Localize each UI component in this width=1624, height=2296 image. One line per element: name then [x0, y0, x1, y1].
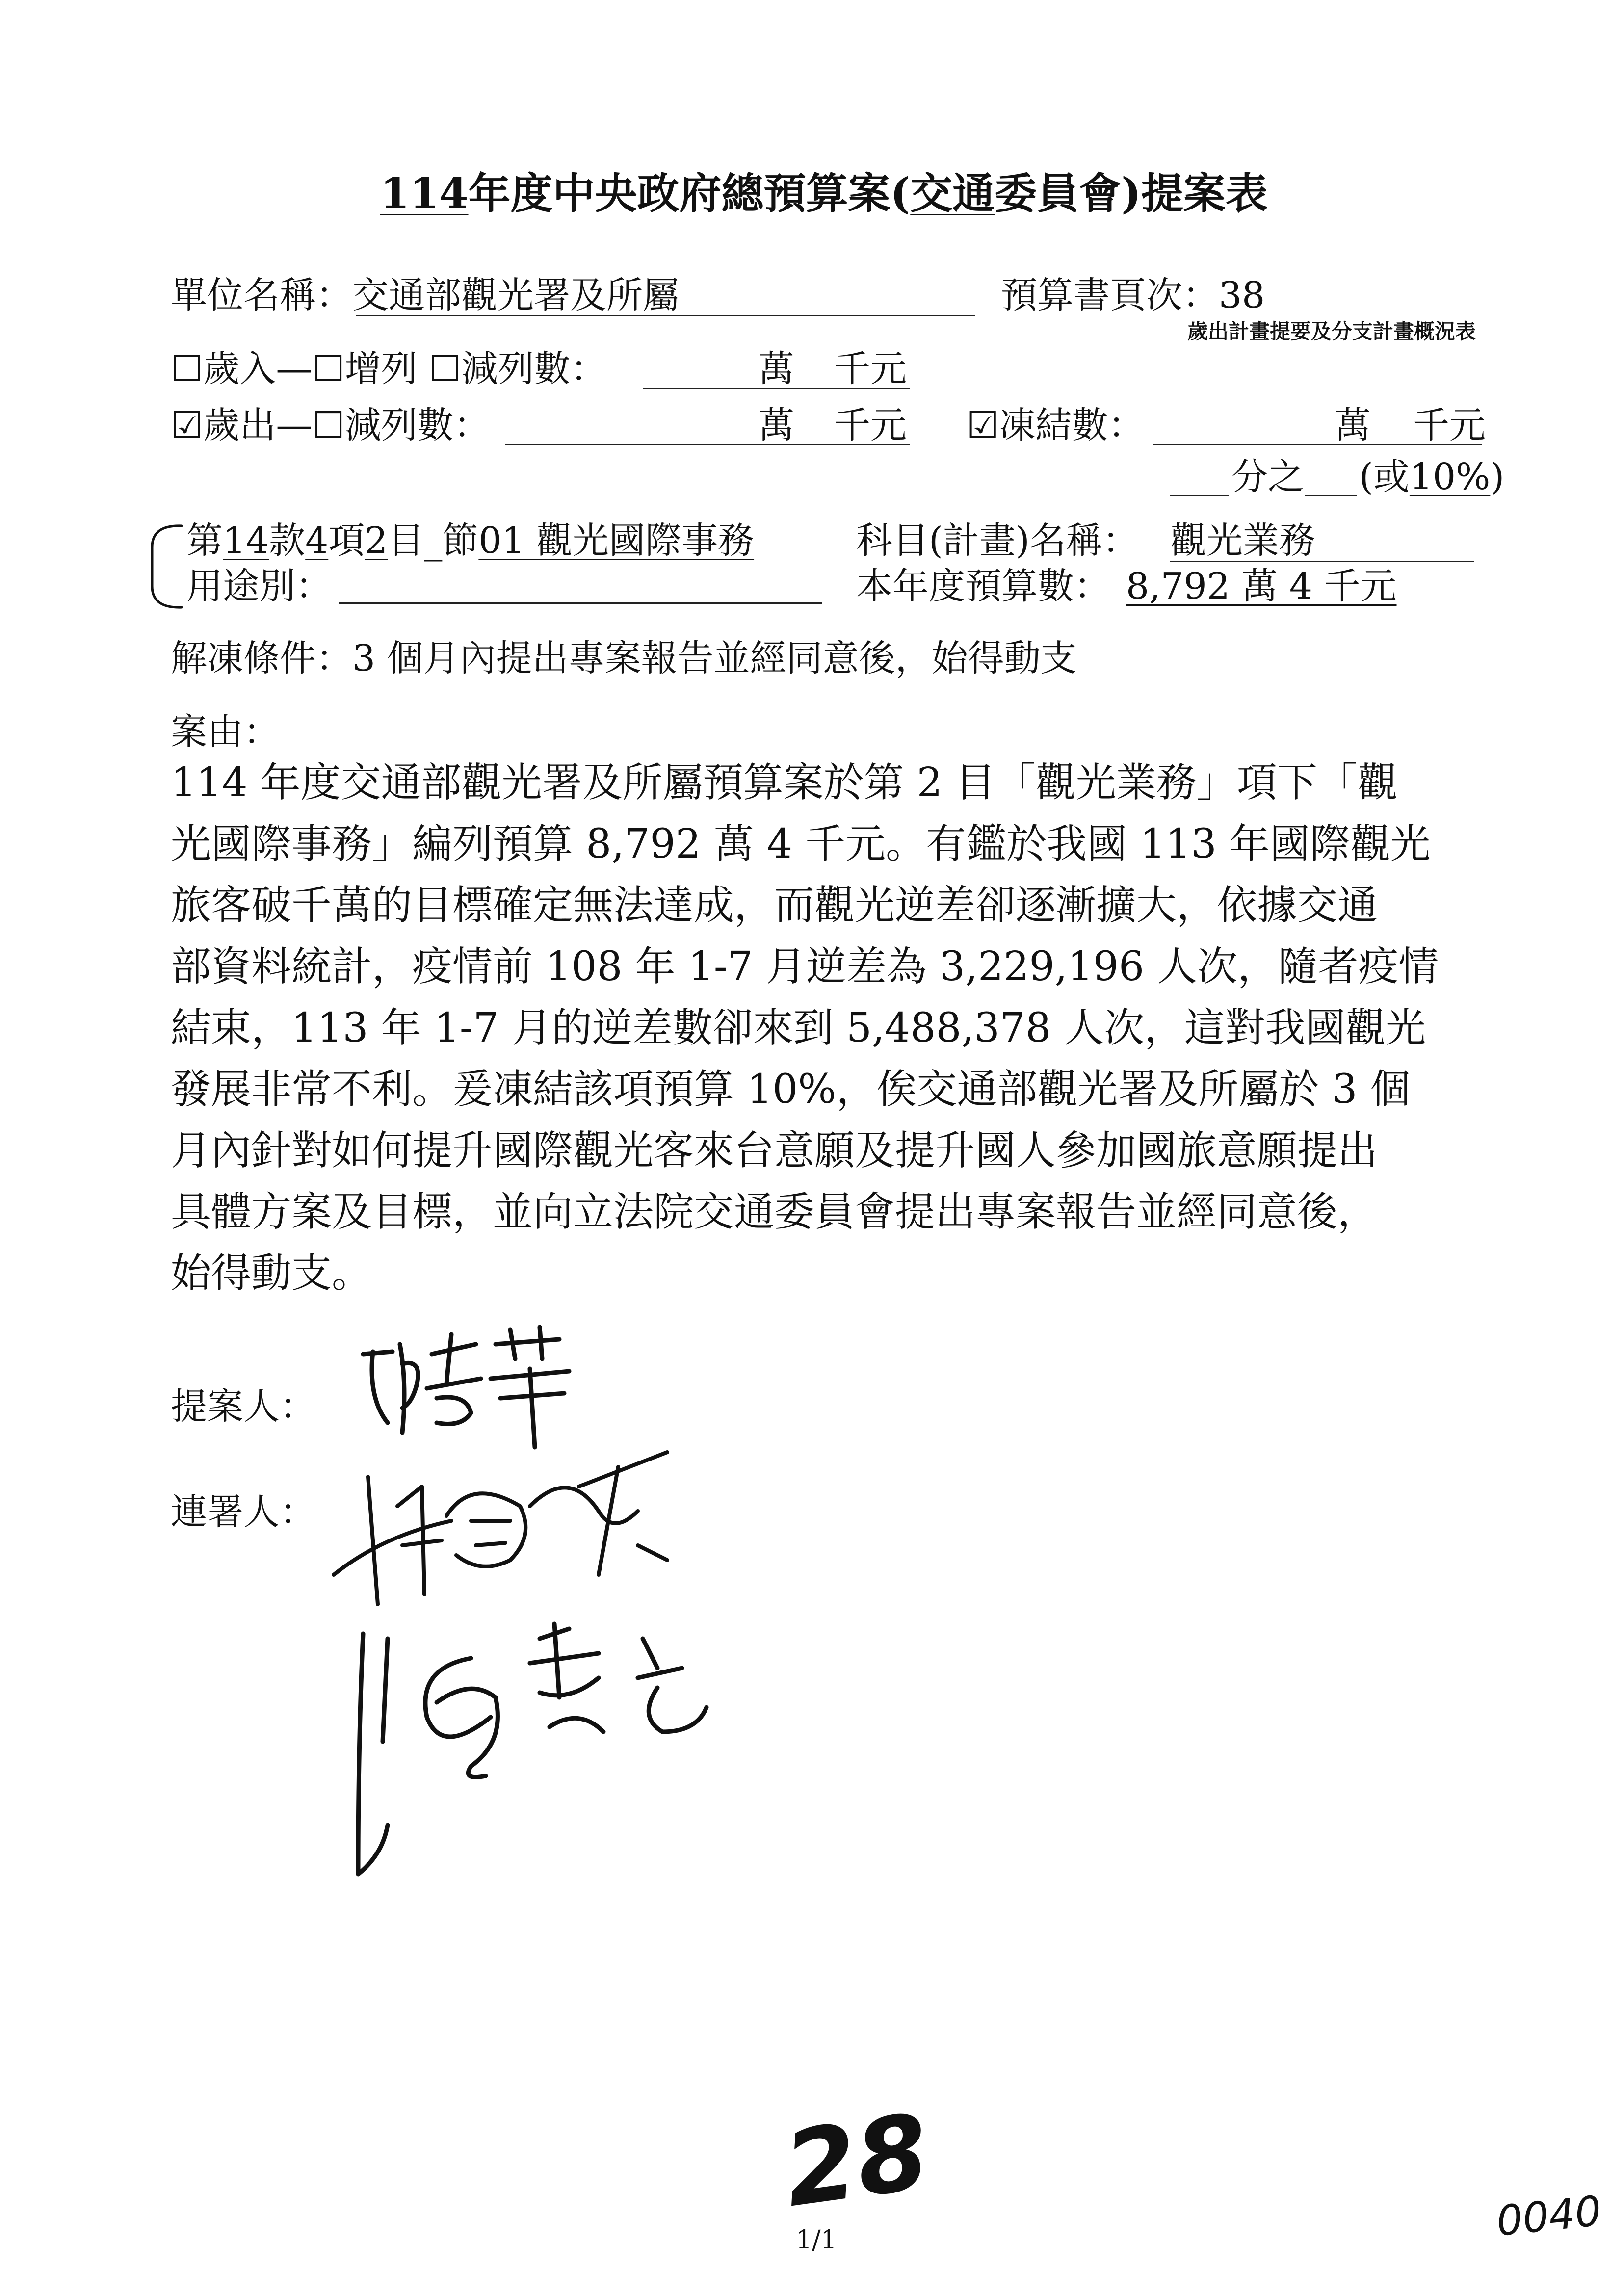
item-mu: 2	[365, 520, 388, 562]
fraction-label: 分之	[1231, 456, 1304, 498]
revenue-row	[171, 348, 607, 390]
reason-line: 部資料統計，疫情前 108 年 1-7 月逆差為 3,229,196 人次，隨者疫情	[171, 943, 1439, 990]
title-committee: 交通	[910, 169, 995, 218]
exp-cut-label: 減列數：	[344, 404, 490, 446]
handwritten-page-number: 28	[777, 2091, 936, 2231]
revenue-unit-qian: 千元	[834, 348, 907, 390]
subject-label: 科目(計畫)名稱：	[856, 520, 1139, 562]
page-ref-note: 歲出計畫提要及分支計畫概況表	[1187, 319, 1476, 343]
item-xiang: 4	[305, 520, 329, 562]
reason-line: 具體方案及目標，並向立法院交通委員會提出專案報告並經同意後，	[171, 1189, 1378, 1235]
checkbox-exp-cut[interactable]: ☐	[312, 404, 345, 446]
pct-prefix: (或	[1359, 456, 1410, 498]
cosigner-signature-1-image	[324, 1447, 697, 1609]
checkbox-freeze[interactable]: ☑	[967, 404, 999, 446]
expenditure-row	[171, 404, 490, 446]
item-bracket	[142, 520, 186, 613]
cosigner-label: 連署人：	[171, 1491, 316, 1533]
budget-value: 8,792 萬 4 千元	[1126, 565, 1397, 607]
reason-line: 旅客破千萬的目標確定無法達成，而觀光逆差卻逐漸擴大，依據交通	[171, 882, 1378, 929]
subject-value: 觀光業務	[1170, 520, 1315, 562]
pct-suffix: )	[1490, 456, 1505, 498]
fraction-blank-1	[1170, 495, 1229, 496]
revenue-label: 歲入—	[203, 348, 313, 390]
checkbox-add[interactable]: ☐	[312, 348, 345, 390]
item-p1: 第	[186, 520, 223, 562]
unit-value: 交通部觀光署及所屬	[352, 274, 679, 316]
reason-label: 案由：	[171, 711, 280, 753]
revenue-cut-label: 減列數：	[461, 348, 607, 390]
page-ref-value: 38	[1219, 274, 1265, 316]
handwritten-corner-number: 0040	[1494, 2187, 1604, 2245]
freeze-row	[967, 404, 1145, 446]
item-p4: 目	[388, 520, 424, 562]
unit-underline	[356, 315, 975, 316]
reason-line: 發展非常不利。爰凍結該項預算 10%，俟交通部觀光署及所屬於 3 個	[171, 1066, 1411, 1113]
unit-label: 單位名稱：	[171, 274, 352, 316]
cosigner-signature-2-image	[343, 1619, 736, 1894]
expenditure-label: 歲出—	[203, 404, 313, 446]
exp-unit-wan: 萬	[758, 404, 794, 446]
reason-line: 114 年度交通部觀光署及所屬預算案於第 2 目「觀光業務」項下「觀	[171, 759, 1398, 806]
title-part2: 委員會)提案表	[995, 169, 1268, 218]
page-ref-label: 預算書頁次：	[1001, 274, 1219, 316]
item-row: 第14款4項2目_節01 觀光國際事務	[186, 520, 755, 562]
item-kuan: 14	[223, 520, 269, 562]
exp-unit-qian: 千元	[834, 404, 907, 446]
percentage	[1359, 456, 1505, 498]
item-p2: 款	[269, 520, 306, 562]
freeze-unit-qian: 千元	[1413, 404, 1486, 446]
subject-underline	[1170, 561, 1474, 562]
checkbox-revenue[interactable]: ☐	[171, 348, 204, 390]
fraction-blank-2	[1305, 495, 1357, 496]
item-p5: 節	[442, 520, 479, 562]
item-jie: 01 觀光國際事務	[478, 520, 755, 562]
pct-value: 10%	[1409, 456, 1491, 498]
reason-line: 月內針對如何提升國際觀光客來台意願及提升國人參加國旅意願提出	[171, 1127, 1378, 1174]
reason-line: 始得動支。	[171, 1250, 372, 1297]
freeze-label: 凍結數：	[999, 404, 1145, 446]
title-part1: 年度中央政府總預算案(	[468, 169, 911, 218]
unit-row	[171, 274, 679, 316]
title-year: 114	[380, 169, 469, 218]
checkbox-expenditure[interactable]: ☑	[171, 404, 204, 446]
page-ref	[1001, 274, 1265, 316]
document-title	[380, 169, 1268, 218]
checkbox-revenue-cut[interactable]: ☐	[429, 348, 462, 390]
item-p3: 項	[328, 520, 365, 562]
reason-line: 結束，113 年 1-7 月的逆差數卻來到 5,488,378 人次，這對我國觀光	[171, 1005, 1426, 1051]
reason-line: 光國際事務」編列預算 8,792 萬 4 千元。有鑑於我國 113 年國際觀光	[171, 821, 1431, 867]
freeze-unit-wan: 萬	[1335, 404, 1371, 446]
budget-label: 本年度預算數：	[856, 565, 1110, 607]
usage-label: 用途別：	[186, 565, 332, 607]
proposer-signature-image	[353, 1325, 599, 1452]
page-indicator: 1/1	[796, 2225, 837, 2255]
revenue-unit-wan: 萬	[758, 348, 794, 390]
proposer-label: 提案人：	[171, 1385, 316, 1428]
add-label: 增列	[344, 348, 418, 390]
usage-underline	[339, 602, 822, 604]
release-condition: 解凍條件：3 個月內提出專案報告並經同意後，始得動支	[171, 637, 1077, 679]
